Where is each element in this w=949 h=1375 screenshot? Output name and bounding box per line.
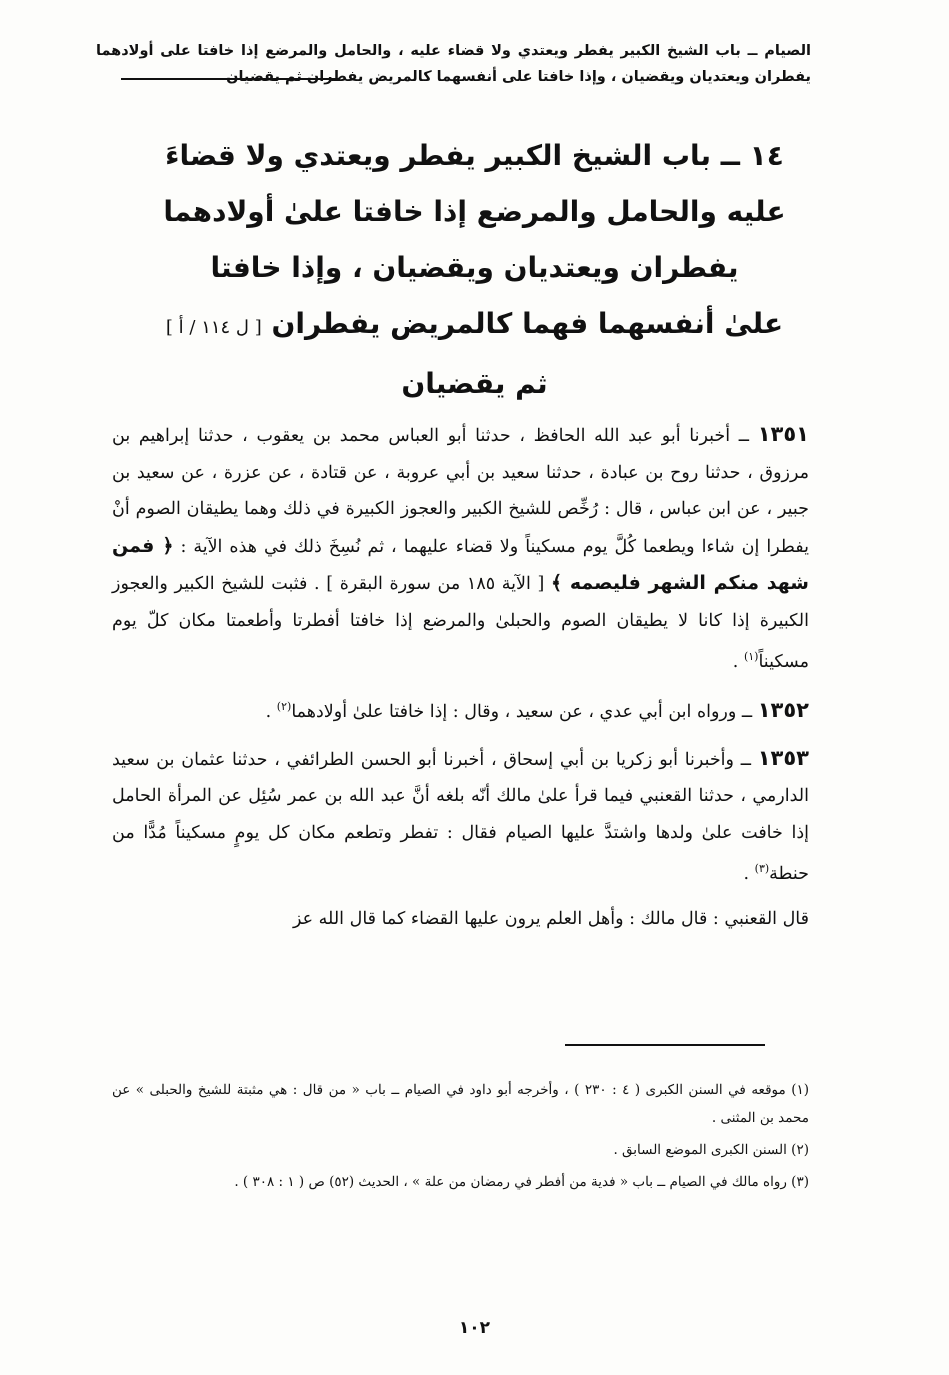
page-number: ١٠٢	[458, 1318, 491, 1338]
hadith-text: ــ وأخبرنا أبو زكريا بن أبي إسحاق ، أخبرنا أبو الحسن الطرائفي ، حدثنا عثمان بن سعيد الدارمي ، حدثنا القعنبي فيما قرأ علىٰ مالك أنّه بلغه أنَّ عبد الله بن عمر سُئِل عن المرأة الحامل إذا خافت علىٰ ولدها واشتدَّ عليها الصيام فقال : تفطر وتطعم مكان كل يومٍ مسكيناً مُدًّا من حنطة	[112, 749, 809, 884]
header-rule	[121, 78, 339, 80]
quran-verse: ﴿ فمن شهد منكم الشهر فليصمه ﴾	[112, 534, 809, 594]
closing-paragraph: قال القعنبي : قال مالك : وأهل العلم يرون عليها القضاء كما قال الله عز	[293, 909, 809, 930]
hadith-1352	[112, 689, 809, 730]
footnote-ref: (٢)	[276, 700, 292, 714]
manuscript-folio-ref: [ ل ١١٤ / أ ]	[165, 317, 262, 338]
hadith-text: ــ أخبرنا أبو عبد الله الحافظ ، حدثنا أبو العباس محمد بن يعقوب ، حدثنا إبراهيم بن مرزوق ، حدثنا روح بن عبادة ، حدثنا سعيد بن أبي عروبة ، عن قتادة ، عن عزرة ، عن سعيد بن جبير ، عن ابن عباس ، قال : رُخِّص للشيخ الكبير والعجوز الكبيرة في ذلك وهما يطيقان الصوم أنْ يفطرا إن شاءا ويطعما كُلَّ يوم مسكيناً ولا قضاء عليهما ، ثم نُسِخَ ذلك في هذه الآية :	[112, 426, 809, 557]
chapter-title-line-4-text: علىٰ أنفسهما فهما كالمريض يفطران	[271, 307, 784, 340]
body-text	[112, 416, 809, 947]
hadith-1353	[112, 740, 809, 893]
chapter-title-line-5: ثم يقضيان	[401, 367, 548, 400]
hadith-1351	[112, 416, 809, 680]
hadith-number: ١٣٥٢	[757, 698, 809, 723]
chapter-title-line-4	[120, 296, 829, 356]
footnote-1: (١) موقعه في السنن الكبرى ( ٤ : ٢٣٠ ) ، وأخرجه أبو داود في الصيام ــ باب « من قال : هي مثبتة للشيخ والحبلى » عن محمد بن المثنى .	[112, 1082, 810, 1126]
running-header: الصيام ــ باب الشيخ الكبير يفطر ويعتدي ولا قضاء عليه ، والحامل والمرضع إذا خافتا على أولادهما يفطران ويعتديان ويقضيان ، وإذا خافتا على أنفسهما كالمريض يفطران ثم يقضيان	[96, 43, 811, 85]
hadith-number: ١٣٥١	[757, 422, 809, 446]
footnote-3: (٣) رواه مالك في الصيام ــ باب « فدية من أفطر في رمضان من علة » ، الحديث (٥٢) ص ( ١ : ٣٠٨ ) .	[234, 1174, 809, 1190]
footnote-rule	[565, 1044, 765, 1046]
hadith-text: ــ ورواه ابن أبي عدي ، عن سعيد ، وقال : إذا خافتا علىٰ أولادهما	[291, 702, 758, 723]
footnotes	[112, 1076, 809, 1200]
chapter-title-line-1: ١٤ ــ باب الشيخ الكبير يفطر ويعتدي ولا قضاءَ	[165, 139, 784, 172]
sentence-end: .	[743, 863, 755, 884]
chapter-title-line-2: عليه والحامل والمرضع إذا خافتا علىٰ أولادهما	[163, 195, 786, 228]
sentence-end: .	[732, 651, 744, 672]
footnote-ref: (١)	[743, 650, 759, 663]
hadith-number: ١٣٥٣	[757, 745, 809, 770]
sentence-end: .	[265, 702, 277, 723]
footnote-2: (٢) السنن الكبرى الموضع السابق .	[613, 1142, 809, 1158]
chapter-title-line-3: يفطران ويعتديان ويقضيان ، وإذا خافتا	[210, 251, 739, 284]
hadith-text-continued: [ الآية ١٨٥ من سورة البقرة ] . فثبت للشيخ الكبير والعجوز الكبيرة إذا كانا لا يطيقان الصوم والحبلىٰ والمرضع إذا خافتا أفطرتا وأطعمتا مكان كلّ يوم مسكيناً	[112, 574, 809, 672]
chapter-title	[120, 128, 829, 412]
footnote-ref: (٣)	[754, 862, 770, 876]
